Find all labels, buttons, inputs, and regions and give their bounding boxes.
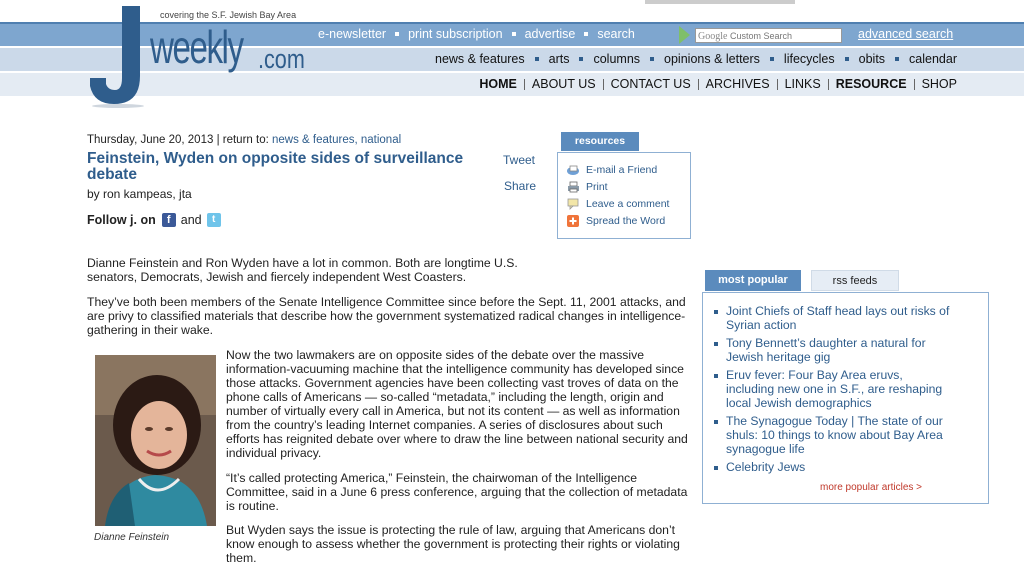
printer-icon <box>567 181 580 193</box>
nav-separator <box>914 79 915 90</box>
nav-separator <box>535 57 539 61</box>
nav-shop[interactable]: SHOP <box>921 77 957 91</box>
email-icon <box>567 164 580 176</box>
follow-social <box>87 213 221 227</box>
article-byline: by ron kampeas, jta <box>87 187 192 201</box>
email-friend-link[interactable] <box>567 164 657 176</box>
most-popular-list <box>714 304 954 478</box>
popular-item-label: The Synagogue Today | The state of our shuls: 10 things to know about Bay Area synagogue life <box>726 414 943 456</box>
nav-print-subscription[interactable]: print subscription <box>408 27 503 41</box>
article-paragraph: Now the two lawmakers are on opposite sides of the debate over the massive information-vacuuming machine that the intelligence community has developed since those attacks. Government agencies have been collecting vast troves of data on the phone calls of Americans — so-called “metadata,” including the length, origin and number of virtually every call in America, but not its content — as well as information from the country’s leading Internet companies. A series of disclosures about such efforts has reignited debate over where to draw the line between national security and individual privacy. <box>226 348 688 460</box>
nav-separator <box>895 57 899 61</box>
popular-item[interactable] <box>714 304 954 332</box>
nav-separator <box>845 57 849 61</box>
window-edge <box>645 0 795 4</box>
nav-contact-us[interactable]: CONTACT US <box>610 77 691 91</box>
twitter-icon[interactable]: t <box>207 213 221 227</box>
nav-search[interactable]: search <box>597 27 635 41</box>
nav-separator <box>524 79 525 90</box>
nav-separator <box>650 57 654 61</box>
facebook-icon[interactable]: f <box>162 213 176 227</box>
bullet-icon <box>714 374 718 378</box>
nav-separator <box>698 79 699 90</box>
article-title: Feinstein, Wyden on opposite sides of surveillance debate <box>87 150 464 183</box>
print-label: Print <box>586 181 608 193</box>
nav-separator <box>512 32 516 36</box>
nav-calendar[interactable]: calendar <box>909 52 957 66</box>
main-nav <box>479 77 957 91</box>
print-link[interactable] <box>567 181 608 193</box>
article-date: Thursday, June 20, 2013 <box>87 134 214 146</box>
tweet-button[interactable]: Tweet <box>503 153 536 167</box>
comment-icon <box>567 198 580 210</box>
bullet-icon <box>714 342 718 346</box>
nav-lifecycles[interactable]: lifecycles <box>783 52 835 66</box>
search-placeholder: Custom Search <box>729 31 792 41</box>
popular-item-label: Joint Chiefs of Staff head lays out risks of Syrian action <box>726 304 950 332</box>
nav-links[interactable]: LINKS <box>784 77 821 91</box>
spread-word-link[interactable] <box>567 215 665 227</box>
jweekly-logo-wordmark[interactable]: weekly <box>150 21 243 73</box>
return-link-news-features[interactable]: news & features, <box>272 134 358 146</box>
leave-comment-link[interactable] <box>567 198 669 210</box>
google-logo-text: Google <box>698 31 728 42</box>
custom-search-input[interactable] <box>695 28 842 43</box>
nav-obits[interactable]: obits <box>858 52 886 66</box>
nav-separator <box>579 57 583 61</box>
article-photo-feinstein <box>95 355 216 526</box>
article-paragraph: “It’s called protecting America,” Feinstein, the chairwoman of the Intelligence Committee, said in a June 6 press conference, arguing that the collection of metadata is routine. <box>226 471 688 513</box>
nav-columns[interactable]: columns <box>593 52 641 66</box>
advanced-search-link[interactable]: advanced search <box>858 27 954 41</box>
email-friend-label: E-mail a Friend <box>586 164 658 176</box>
nav-advertise[interactable]: advertise <box>524 27 576 41</box>
nav-about-us[interactable]: ABOUT US <box>531 77 596 91</box>
sections-nav <box>435 52 957 66</box>
spread-word-label: Spread the Word <box>586 215 666 227</box>
nav-home[interactable]: HOME <box>479 77 517 91</box>
return-to-label: | return to: <box>216 134 269 146</box>
return-link-national[interactable]: national <box>360 134 402 146</box>
nav-separator <box>777 79 778 90</box>
nav-separator <box>584 32 588 36</box>
follow-and: and <box>180 213 202 227</box>
popular-item[interactable] <box>714 368 954 410</box>
popular-item-label: Celebrity Jews <box>726 460 806 474</box>
share-plus-icon <box>567 215 580 227</box>
popular-item-label: Eruv fever: Four Bay Area eruvs, including new one in S.F., are reshaping local Jewish demographics <box>726 368 943 410</box>
nav-resource[interactable]: RESOURCE <box>835 77 907 91</box>
nav-separator <box>828 79 829 90</box>
nav-e-newsletter[interactable]: e-newsletter <box>318 27 387 41</box>
nav-opinions-letters[interactable]: opinions & letters <box>664 52 760 66</box>
bullet-icon <box>714 466 718 470</box>
article-paragraph: Dianne Feinstein and Ron Wyden have a lot in common. Both are longtime U.S. senators, Democrats, Jewish and fiercely independent West Coasters. <box>87 256 518 284</box>
bullet-icon <box>714 310 718 314</box>
article-paragraph: But Wyden says the issue is protecting the rule of law, arguing that Americans don’t know enough to assess whether the government is protecting their rights or violating them. <box>226 523 680 565</box>
tab-rss-feeds[interactable]: rss feeds <box>811 270 899 291</box>
nav-news-features[interactable]: news & features <box>435 52 525 66</box>
portrait-image <box>95 355 216 526</box>
utility-nav <box>318 27 635 41</box>
tab-most-popular[interactable]: most popular <box>705 270 801 291</box>
leave-comment-label: Leave a comment <box>586 198 670 210</box>
jweekly-logo-com[interactable]: .com <box>258 44 305 74</box>
bullet-icon <box>714 420 718 424</box>
popular-item-label: Tony Bennett’s daughter a natural for Jewish heritage gig <box>726 336 926 364</box>
jweekly-logo-j[interactable] <box>88 6 150 108</box>
more-popular-link[interactable]: more popular articles > <box>820 482 922 493</box>
share-button[interactable]: Share <box>504 179 537 193</box>
resources-tab: resources <box>561 132 639 151</box>
nav-separator <box>770 57 774 61</box>
nav-archives[interactable]: ARCHIVES <box>705 77 770 91</box>
article-dateline <box>87 134 401 146</box>
popular-item[interactable] <box>714 460 954 474</box>
popular-item[interactable] <box>714 336 954 364</box>
search-go-arrow-icon[interactable] <box>679 26 690 44</box>
article-paragraph: They’ve both been members of the Senate Intelligence Committee since before the Sept. 11, 2001 attacks, and are privy to classified materials that describe how the government systematized radical changes in intelligence-gathering in their wake. <box>87 295 686 337</box>
nav-arts[interactable]: arts <box>548 52 570 66</box>
popular-item[interactable] <box>714 414 954 456</box>
site-tagline: covering the S.F. Jewish Bay Area <box>160 10 297 20</box>
follow-label: Follow j. on <box>87 213 156 227</box>
photo-caption: Dianne Feinstein <box>94 532 170 543</box>
nav-separator <box>395 32 399 36</box>
nav-separator <box>603 79 604 90</box>
